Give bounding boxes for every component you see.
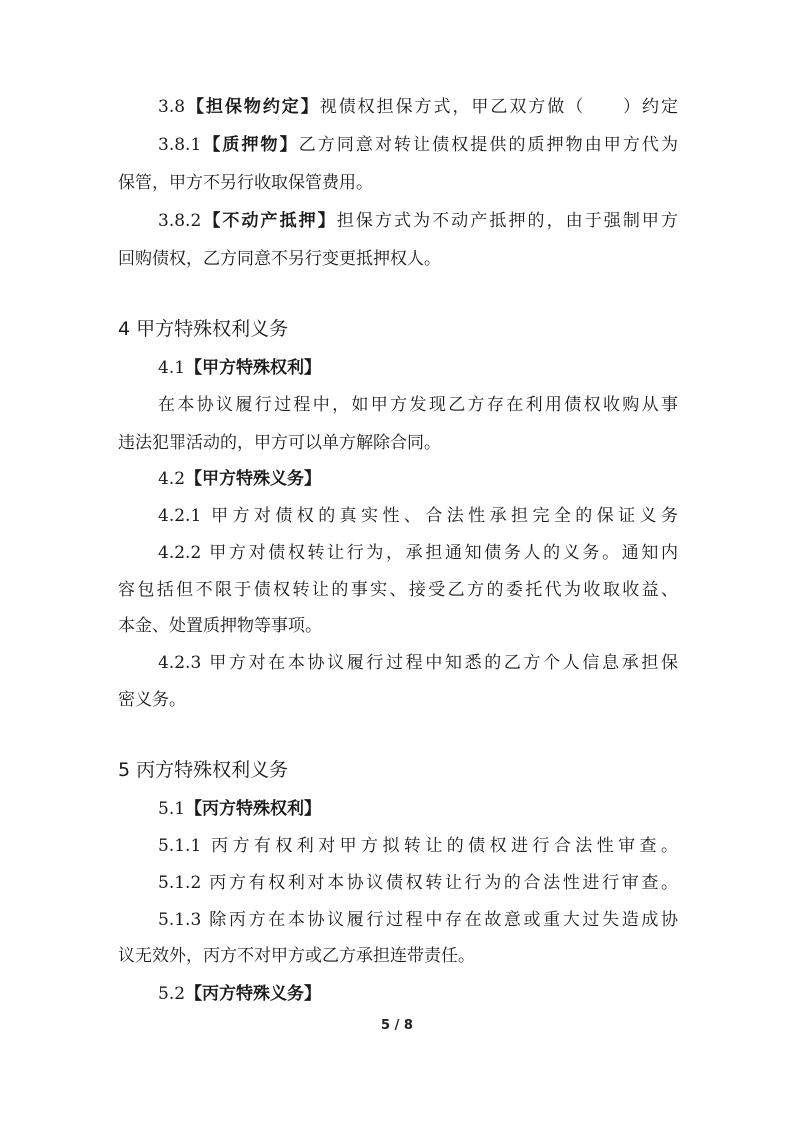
clause-4-2-2-line1: 4.2.2 甲方对债权转让行为，承担通知债务人的义务。通知内	[158, 543, 678, 563]
clause-4-2-3-line1: 4.2.3 甲方对在本协议履行过程中知悉的乙方个人信息承担保	[158, 653, 678, 673]
section-5-heading: 5 丙方特殊权利义务	[118, 759, 289, 781]
clause-4-1: 4.1【甲方特殊权利】	[158, 358, 322, 378]
clause-3-8: 3.8【担保物约定】视债权担保方式，甲乙双方做（ ）约定	[158, 97, 679, 117]
clause-3-8-2-line2: 回购债权，乙方同意不另行变更抵押权人。	[118, 249, 441, 269]
clause-4-2-2-line3: 本金、处置质押物等事项。	[118, 616, 322, 636]
clause-5-1: 5.1【丙方特殊权利】	[158, 799, 322, 819]
section-4-heading: 4 甲方特殊权利义务	[118, 318, 289, 340]
clause-5-1-2: 5.1.2 丙方有权利对本协议债权转让行为的合法性进行审查。	[158, 873, 678, 893]
clause-4-1-para-line2: 违法犯罪活动的，甲方可以单方解除合同。	[118, 433, 441, 453]
clause-4-2-2-line2: 容包括但不限于债权转让的事实、接受乙方的委托代为收取收益、	[118, 580, 678, 600]
clause-5-1-3-line2: 议无效外，丙方不对甲方或乙方承担连带责任。	[118, 946, 475, 966]
clause-4-2-1: 4.2.1 甲方对债权的真实性、合法性承担完全的保证义务	[158, 506, 678, 526]
clause-5-1-1: 5.1.1 丙方有权利对甲方拟转让的债权进行合法性审查。	[158, 836, 678, 856]
clause-4-1-para-line1: 在本协议履行过程中，如甲方发现乙方存在利用债权收购从事	[158, 395, 678, 415]
clause-4-2: 4.2【甲方特殊义务】	[158, 469, 322, 489]
page-number: 5 / 8	[381, 1018, 413, 1033]
clause-3-8-2-line1: 3.8.2【不动产抵押】担保方式为不动产抵押的，由于强制甲方	[158, 211, 679, 231]
clause-5-1-3-line1: 5.1.3 除丙方在本协议履行过程中存在故意或重大过失造成协	[158, 910, 678, 930]
clause-3-8-1-line1: 3.8.1【质押物】乙方同意对转让债权提供的质押物由甲方代为	[158, 135, 679, 155]
clause-4-2-3-line2: 密义务。	[118, 690, 186, 710]
clause-5-2: 5.2【丙方特殊义务】	[158, 984, 322, 1004]
clause-3-8-1-line2: 保管，甲方不另行收取保管费用。	[118, 173, 373, 193]
